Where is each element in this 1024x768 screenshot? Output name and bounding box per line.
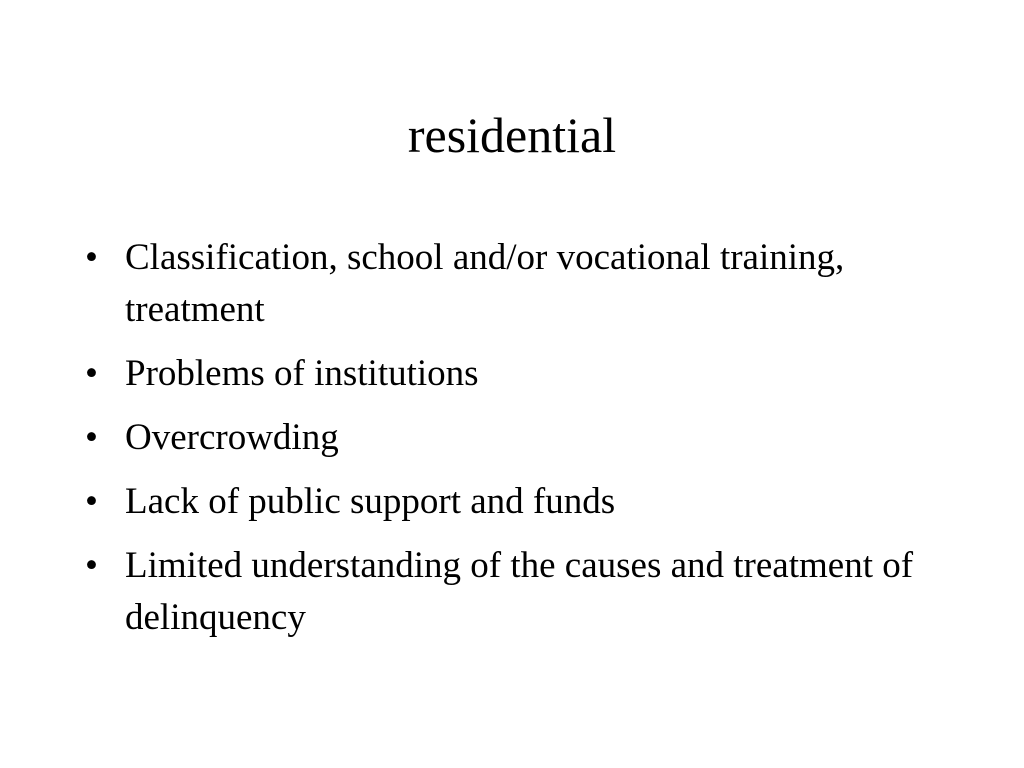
bullet-icon: • [85, 545, 98, 586]
bullet-list [85, 232, 915, 656]
bullet-icon: • [85, 237, 98, 278]
bullet-item [85, 540, 915, 644]
bullet-text: Problems of institutions [125, 353, 479, 394]
bullet-item [85, 232, 915, 336]
bullet-icon: • [85, 417, 98, 458]
bullet-text: Overcrowding [125, 417, 339, 458]
bullet-text: Lack of public support and funds [125, 481, 616, 522]
bullet-icon: • [85, 481, 98, 522]
bullet-text: Limited understanding of the causes and treatment of delinquency [125, 545, 914, 638]
bullet-item [85, 476, 915, 528]
slide-title: residential [407, 107, 617, 163]
bullet-text: Classification, school and/or vocational training, treatment [125, 237, 845, 330]
bullet-icon: • [85, 353, 98, 394]
bullet-item [85, 348, 915, 400]
bullet-item [85, 412, 915, 464]
